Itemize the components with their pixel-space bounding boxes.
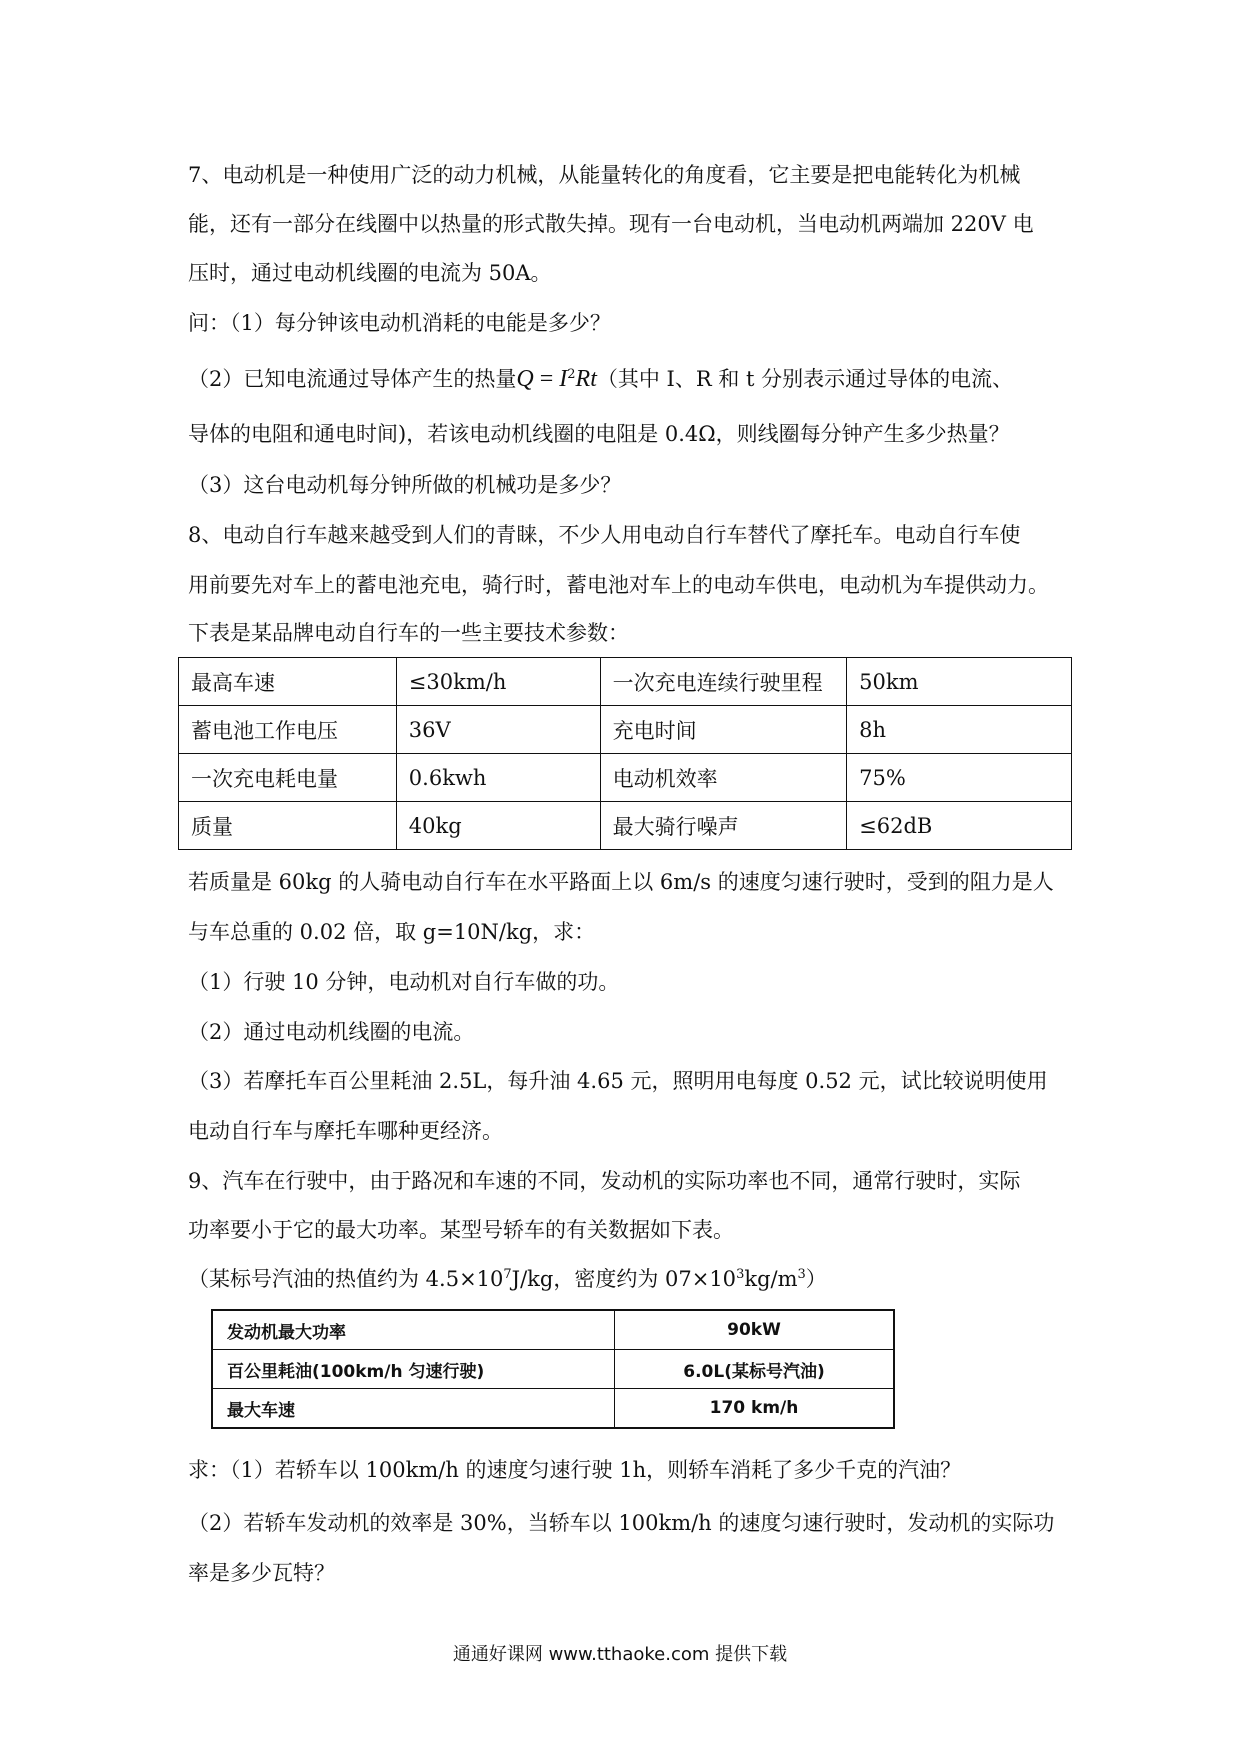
footer-credit: 通通好课网 www.tthaoke.com 提供下载 <box>452 1644 788 1665</box>
q8-line-3: 下表是某品牌电动自行车的一些主要技术参数： <box>188 621 629 645</box>
q8-line-1: 8、电动自行车越来越受到人们的青睐，不少人用电动自行车替代了摩托车。电动自行车使 <box>188 523 1021 547</box>
q7-line-6: 导体的电阻和通电时间)，若该电动机线圈的电阻是 0.4Ω，则线圈每分钟产生多少热量？ <box>188 422 1010 446</box>
table-row <box>212 1389 894 1429</box>
table-cell: 一次充电耗电量 <box>179 754 397 802</box>
q7-line-7: （3）这台电动机每分钟所做的机械功是多少？ <box>188 473 622 497</box>
q9-line-3-b: J/kg，密度约为 07×10 <box>511 1267 737 1291</box>
table-cell: 质量 <box>179 802 397 850</box>
table-cell: 最大骑行噪声 <box>600 802 847 850</box>
table-row <box>179 658 1072 706</box>
formula-i: I <box>559 366 568 392</box>
table-cell: ≤62dB <box>847 802 1072 850</box>
exponent: 3 <box>797 1267 806 1282</box>
q7-line-2: 能，还有一部分在线圈中以热量的形式散失掉。现有一台电动机，当电动机两端加 220V 电 <box>188 212 1034 236</box>
table-cell: 36V <box>396 706 600 754</box>
q9-line-3-a: （某标号汽油的热值约为 4.5×10 <box>188 1267 504 1291</box>
table-cell: 发动机最大功率 <box>212 1310 615 1350</box>
q7-line-3: 压时，通过电动机线圈的电流为 50A。 <box>188 261 552 285</box>
table-cell: 蓄电池工作电压 <box>179 706 397 754</box>
formula-exponent: 2 <box>567 367 576 382</box>
ebike-spec-table <box>178 657 1072 850</box>
q7-line-5-pre: （2）已知电流通过导体产生的热量 <box>188 367 517 391</box>
q8-line-6: （1）行驶 10 分钟，电动机对自行车做的功。 <box>188 970 620 994</box>
q8-line-7: （2）通过电动机线圈的电流。 <box>188 1020 475 1044</box>
q9-line-5: （2）若轿车发动机的效率是 30%，当轿车以 100km/h 的速度匀速行驶时，发动机的实际功 <box>188 1511 1055 1535</box>
q8-line-2: 用前要先对车上的蓄电池充电，骑行时，蓄电池对车上的电动车供电，电动机为车提供动力。 <box>188 573 1049 597</box>
table-cell: ≤30km/h <box>396 658 600 706</box>
table-cell: 最大车速 <box>212 1389 615 1429</box>
table-cell: 40kg <box>396 802 600 850</box>
exponent: 7 <box>503 1267 512 1282</box>
table-row <box>179 754 1072 802</box>
formula-rt: Rt <box>575 366 597 392</box>
table-cell: 6.0L(某标号汽油) <box>615 1350 895 1389</box>
table-row <box>212 1350 894 1389</box>
q7-line-1: 7、电动机是一种使用广泛的动力机械，从能量转化的角度看，它主要是把电能转化为机械 <box>188 163 1021 187</box>
q9-line-6: 率是多少瓦特？ <box>188 1561 335 1585</box>
exponent: 3 <box>736 1267 745 1282</box>
table-cell: 90kW <box>615 1310 895 1350</box>
table-cell: 充电时间 <box>600 706 847 754</box>
q9-line-4: 求：（1）若轿车以 100km/h 的速度匀速行驶 1h，则轿车消耗了多少千克的汽油？ <box>188 1458 962 1482</box>
table-cell: 75% <box>847 754 1072 802</box>
table-cell: 一次充电连续行驶里程 <box>600 658 847 706</box>
q9-line-1: 9、汽车在行驶中，由于路况和车速的不同，发动机的实际功率也不同，通常行驶时，实际 <box>188 1169 1021 1193</box>
table-cell: 8h <box>847 706 1072 754</box>
q8-line-5: 与车总重的 0.02 倍，取 g=10N/kg，求： <box>188 920 596 944</box>
table-cell: 170 km/h <box>615 1389 895 1429</box>
table-cell: 最高车速 <box>179 658 397 706</box>
q9-line-2: 功率要小于它的最大功率。某型号轿车的有关数据如下表。 <box>188 1218 734 1242</box>
formula-equals: = <box>533 366 560 392</box>
table-row <box>179 802 1072 850</box>
table-cell: 50km <box>847 658 1072 706</box>
q8-line-9: 电动自行车与摩托车哪种更经济。 <box>188 1119 503 1143</box>
table-cell: 电动机效率 <box>600 754 847 802</box>
table-row <box>179 706 1072 754</box>
q9-line-3-c: kg/m <box>744 1267 798 1291</box>
table-cell: 百公里耗油(100km/h 匀速行驶) <box>212 1350 615 1389</box>
q9-line-3 <box>188 1264 827 1294</box>
table-row <box>212 1310 894 1350</box>
q7-line-4: 问：（1）每分钟该电动机消耗的电能是多少？ <box>188 311 611 335</box>
q8-line-4: 若质量是 60kg 的人骑电动自行车在水平路面上以 6m/s 的速度匀速行驶时，受到的阻力是人 <box>188 870 1054 894</box>
q7-line-5 <box>188 364 1013 394</box>
formula-q: Q <box>516 366 534 392</box>
q8-line-8: （3）若摩托车百公里耗油 2.5L，每升油 4.65 元，照明用电每度 0.52 元，试比较说明使用 <box>188 1069 1048 1093</box>
car-spec-table <box>211 1309 895 1429</box>
q7-line-5-post: （其中 I、R 和 t 分别表示通过导体的电流、 <box>596 367 1014 391</box>
q9-line-3-d: ） <box>805 1267 827 1291</box>
table-cell: 0.6kwh <box>396 754 600 802</box>
